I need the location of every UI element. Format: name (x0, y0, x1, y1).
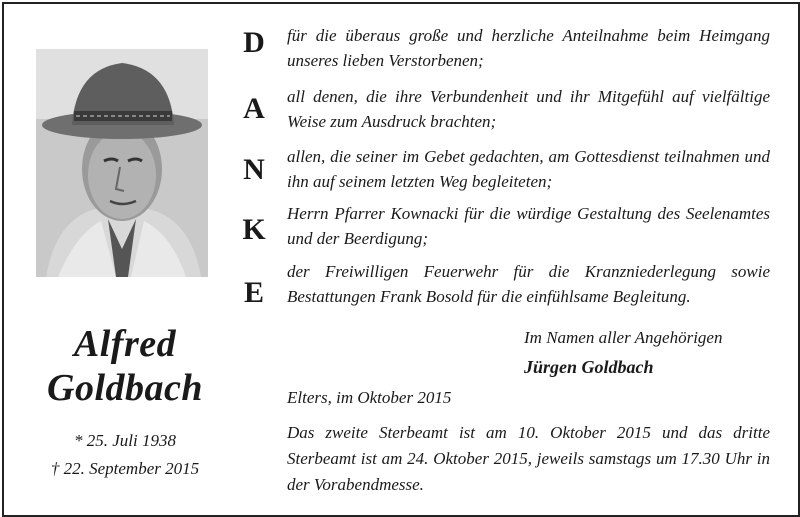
deceased-first-name: Alfred (73, 323, 177, 365)
signature-label: Im Namen aller Angehörigen (524, 328, 723, 347)
danke-letter-d: D (243, 26, 265, 59)
thanks-paragraph: der Freiwilligen Feuerwehr für die Kranzniederlegung sowie Bestattungen Frank Bosold für die einfühlsame Begleitung. (287, 262, 770, 306)
signature-name: Jürgen Goldbach (524, 357, 654, 377)
danke-letter-e: E (243, 276, 264, 309)
birth-date: * 25. Juli 1938 (74, 431, 176, 450)
thanks-paragraph: Herrn Pfarrer Kownacki für die würdige Gestaltung des Seelenamtes und der Beerdigung; (287, 204, 770, 248)
portrait-photo (36, 49, 208, 277)
danke-letter-n: N (243, 153, 265, 186)
danke-letter-k: K (242, 213, 266, 246)
thanks-paragraph: allen, die seiner im Gebet gedachten, am Gottesdienst teilnahmen und ihn auf seinem letzten Weg begleiteten; (287, 147, 770, 191)
thanks-paragraph: all denen, die ihre Verbundenheit und ihr Mitgefühl auf vielfältige Weise zum Ausdruck brachten; (287, 87, 770, 131)
death-date: † 22. September 2015 (50, 459, 200, 478)
danke-letter-a: A (243, 92, 265, 125)
place-date: Elters, im Oktober 2015 (287, 388, 452, 407)
thanks-paragraph: für die überaus große und herzliche Anteilnahme beim Heimgang unseres lieben Verstorbenen; (287, 26, 770, 70)
portrait-illustration (36, 49, 208, 277)
deceased-last-name: Goldbach (47, 367, 203, 409)
service-notice: Das zweite Sterbeamt ist am 10. Oktober 2015 und das dritte Sterbeamt ist am 24. Oktober 2015, jeweils samstags um 17.30 Uhr in der Vorabendmesse. (287, 423, 770, 494)
